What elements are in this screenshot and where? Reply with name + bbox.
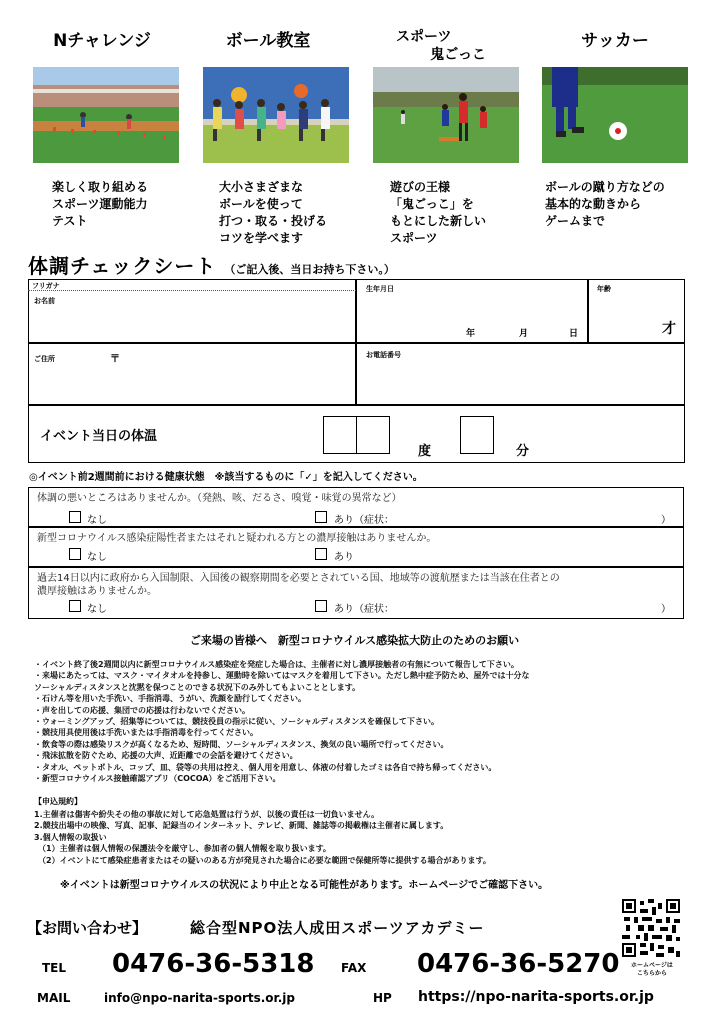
age-unit: 才: [662, 321, 676, 337]
ball-class-photo: [203, 67, 349, 163]
age-label: 年齢: [597, 285, 611, 293]
homepage-url[interactable]: https://npo-narita-sports.or.jp: [418, 989, 654, 1005]
q2-yes-checkbox[interactable]: [315, 548, 327, 560]
phone-label: お電話番号: [366, 351, 401, 359]
program-title-3: スポーツ 鬼ごっこ: [396, 29, 486, 63]
address-label: ご住所: [34, 355, 55, 363]
cancellation-note: ※イベントは新型コロナウイルスの状況により中止となる可能性があります。ホームページでご確認下さい。: [60, 880, 549, 891]
year-label: 年: [466, 329, 476, 339]
program-title-2: ボール教室: [225, 31, 311, 51]
day-label: 日: [569, 329, 579, 339]
q2-no-checkbox[interactable]: [69, 548, 81, 560]
phone-field[interactable]: [356, 343, 685, 405]
notice-title: ご来場の皆様へ 新型コロナウイルス感染拡大防止のためのお願い: [189, 634, 520, 647]
contact-heading: 【お問い合わせ】: [27, 919, 148, 937]
health-question-1: 体調の悪いところはありませんか。（発熱、咳、だるさ、嗅覚・味覚の異常など） なし あり（症状： ）: [28, 487, 684, 527]
fax-number: 0476-36-5270: [417, 949, 620, 979]
program-desc-4: ボールの蹴り方などの 基本的な動きから ゲームまで: [545, 180, 665, 228]
mail-label: MAIL: [37, 991, 71, 1005]
program-desc-2: 大小さまざまな ボールを使って 打つ・取る・投げる コツを学べます: [219, 180, 328, 245]
program-title-4: サッカー: [581, 31, 649, 51]
q1-yes-checkbox[interactable]: [315, 511, 327, 523]
hp-label: HP: [373, 991, 392, 1005]
sheet-title: 体調チェックシート （ご記入後、当日お持ち下さい。）: [28, 254, 395, 278]
organization-name: 総合型NPO法人成田スポーツアカデミー: [190, 919, 485, 937]
sheet-subtitle: （ご記入後、当日お持ち下さい。）: [224, 263, 395, 276]
minute-label: 分: [516, 444, 530, 459]
q1-no-checkbox[interactable]: [69, 511, 81, 523]
address-field[interactable]: [28, 343, 356, 405]
name-label: お名前: [34, 297, 55, 305]
name-field[interactable]: [28, 279, 356, 343]
degree-label: 度: [418, 444, 432, 459]
temperature-label: イベント当日の体温: [40, 429, 158, 444]
program-title-1: Nチャレンジ: [53, 31, 151, 51]
temp-digit-3[interactable]: [460, 416, 494, 454]
terms-list: 1.主催者は傷害や紛失その他の事故に対して応急処置は行うが、以後の責任は一切負いません。 2.競技出場中の映像、写真、記事、記録当のインターネット、テレビ、新聞、雑誌等の掲載権は主催者に属します。 3.個人情報の取扱い （1）主催者は個人情報の保護法令を厳守し、参加者の個人情報を取り扱います。 （2）イベントにて感染症患者またはその疑いのある方が発見された場合に必要な範囲で保健所等に提供する場合があります。: [34, 810, 491, 865]
health-question-3: 過去14日以内に政府から入国制限、入国後の観察期間を必要とされている国、地域等の渡航歴または当該在住者との 濃厚接触はありませんか。 なし あり（症状： ）: [28, 567, 684, 619]
postal-mark: 〒: [110, 354, 120, 365]
qr-code[interactable]: [622, 899, 680, 957]
program-desc-3: 遊びの王様 「鬼ごっこ」を もとにした新しい スポーツ: [390, 180, 487, 245]
health-header: ◎イベント前2週間前における健康状態 ※該当するものに「✓」を記入してください。: [29, 472, 423, 483]
temp-digit-2[interactable]: [356, 416, 390, 454]
program-desc-1: 楽しく取り組める スポーツ運動能力 テスト: [52, 180, 149, 228]
tag-game-photo: [373, 67, 519, 163]
tel-label: TEL: [42, 961, 67, 975]
fax-label: FAX: [341, 961, 367, 975]
temp-digit-1[interactable]: [323, 416, 357, 454]
n-challenge-photo: [33, 67, 179, 163]
tel-number[interactable]: 0476-36-5318: [112, 949, 315, 979]
month-label: 月: [519, 329, 529, 339]
mail-address[interactable]: info@npo-narita-sports.or.jp: [104, 991, 296, 1005]
health-question-2: 新型コロナウイルス感染症陽性者またはそれと疑われる方との濃厚接触はありませんか。 なし あり: [28, 527, 684, 567]
soccer-photo: [542, 67, 688, 163]
terms-heading: 【申込規約】: [34, 797, 82, 806]
notice-list: ・イベント終了後2週間以内に新型コロナウイルス感染症を発症した場合は、主催者に対し濃厚接触者の有無について報告して下さい。 ・来場にあたっては、マスク・マイタオルを持参し、運動時を除いてはマスクを着用して下さい。ただし熱中症予防ため、屋外では十分な ソーシャルディスタンスと沈黙を保つことのできる状況下のみ外してもよいこととします。 ・石けん等を用いた手洗い、手指消毒、うがい、洗顔を励行してください。 ・声を出しての応援、集団での応援は行わないでください。 ・ウォーミングアップ、招集等については、競技役員の指示に従い、ソーシャルディスタンスを確保して下さい。 ・競技用具使用後は手洗いまたは手指消毒を行ってください。 ・飲食等の際は感染リスクが高くなるため、短時間、ソーシャルディスタンス、換気の良い場所で行ってください。 ・飛沫拡散を防ぐため、応援の大声、近距離での会話を避けてください。 ・タオル、ペットボトル、コップ、皿、袋等の共用は控え、個人用を用意し、体液の付着したゴミは各自で持ち帰ってください。 ・新型コロナウイルス接触確認アプリ（COCOA）をご活用下さい。: [34, 660, 530, 784]
furigana-label: フリガナ: [32, 282, 60, 290]
q3-no-checkbox[interactable]: [69, 600, 81, 612]
q3-yes-checkbox[interactable]: [315, 600, 327, 612]
qr-caption: ホームページは こちらから: [631, 962, 673, 977]
birth-label: 生年月日: [366, 285, 394, 293]
